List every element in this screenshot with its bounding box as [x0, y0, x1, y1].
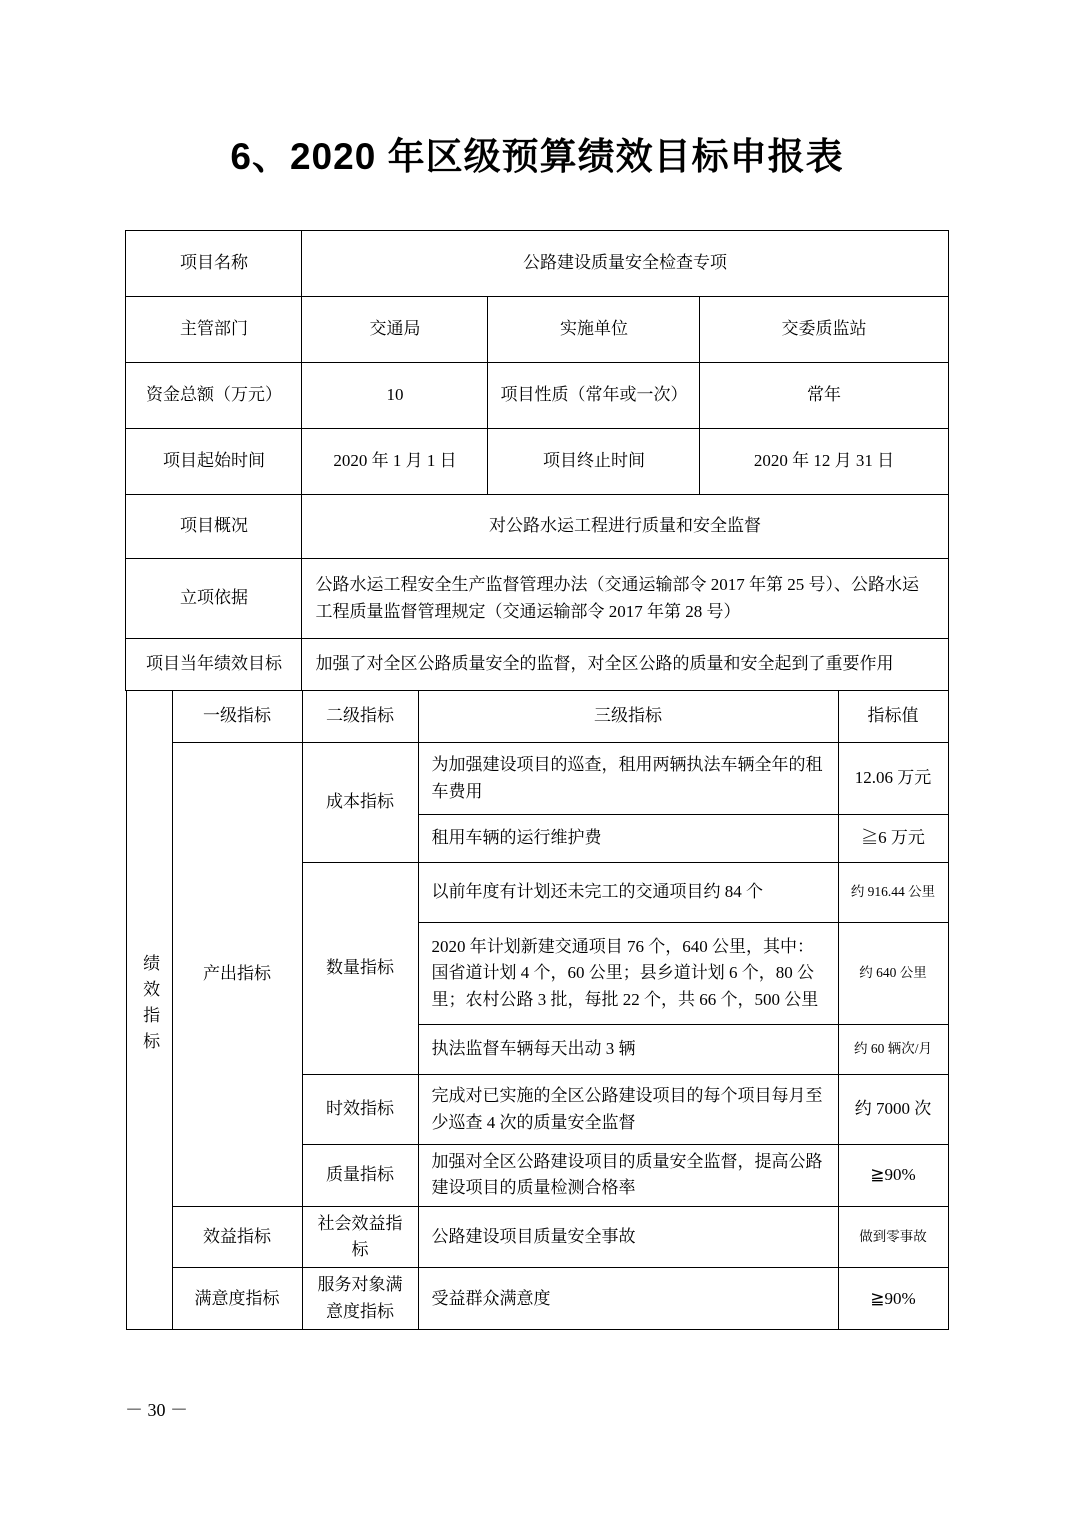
table-row — [126, 363, 948, 429]
end-date-value: 2020 年 12 月 31 日 — [700, 429, 948, 495]
dept-value: 交通局 — [302, 297, 488, 363]
basis-value: 公路水运工程安全生产监督管理办法（交通运输部令 2017 年第 25 号）、公路水运工程质量监督管理规定（交通运输部令 2017 年第 28 号） — [302, 559, 948, 639]
indicator-text: 执法监督车辆每天出动 3 辆 — [418, 1025, 838, 1075]
level2-quality-indicator: 质量指标 — [302, 1145, 418, 1207]
annual-goal-label: 项目当年绩效目标 — [126, 639, 302, 691]
table-row — [126, 1206, 948, 1268]
indicator-value: 约 60 辆次/月 — [838, 1025, 948, 1075]
project-name-label: 项目名称 — [126, 231, 302, 297]
table-row — [126, 691, 948, 743]
indicator-value: ≧90% — [838, 1145, 948, 1207]
indicator-text: 租用车辆的运行维护费 — [418, 815, 838, 863]
project-info-table — [125, 230, 948, 691]
project-name-value: 公路建设质量安全检查专项 — [302, 231, 948, 297]
overview-value: 对公路水运工程进行质量和安全监督 — [302, 495, 948, 559]
table-row — [126, 559, 948, 639]
indicator-value: 约 916.44 公里 — [838, 863, 948, 923]
indicator-value: 约 7000 次 — [838, 1075, 948, 1145]
page-number: － 30 － — [125, 1400, 188, 1420]
performance-indicators-side-cell — [126, 691, 172, 1330]
indicator-text: 为加强建设项目的巡查，租用两辆执法车辆全年的租车费用 — [418, 743, 838, 815]
level1-satisfaction-indicator: 满意度指标 — [172, 1268, 302, 1330]
fund-label: 资金总额（万元） — [126, 363, 302, 429]
header-level2: 二级指标 — [302, 691, 418, 743]
end-date-label: 项目终止时间 — [488, 429, 700, 495]
table-row — [126, 429, 948, 495]
level2-quantity-indicator: 数量指标 — [302, 863, 418, 1075]
dept-label: 主管部门 — [126, 297, 302, 363]
indicator-text: 完成对已实施的全区公路建设项目的每个项目每月至少巡查 4 次的质量安全监督 — [418, 1075, 838, 1145]
indicator-text: 受益群众满意度 — [418, 1268, 838, 1330]
table-row — [126, 639, 948, 691]
indicator-text: 加强对全区公路建设项目的质量安全监督，提高公路建设项目的质量检测合格率 — [418, 1145, 838, 1207]
header-level3: 三级指标 — [418, 691, 838, 743]
table-row — [126, 495, 948, 559]
annual-goal-value: 加强了对全区公路质量安全的监督，对全区公路的质量和安全起到了重要作用 — [302, 639, 948, 691]
nature-value: 常年 — [700, 363, 948, 429]
level1-output-indicator: 产出指标 — [172, 743, 302, 1207]
header-level1: 一级指标 — [172, 691, 302, 743]
basis-label: 立项依据 — [126, 559, 302, 639]
indicator-value: 约 640 公里 — [838, 923, 948, 1025]
header-value: 指标值 — [838, 691, 948, 743]
start-date-value: 2020 年 1 月 1 日 — [302, 429, 488, 495]
impl-unit-label: 实施单位 — [488, 297, 700, 363]
table-row — [126, 231, 948, 297]
fund-value: 10 — [302, 363, 488, 429]
performance-indicators-side-label: 绩效指标 — [140, 953, 160, 1058]
level2-timeliness-indicator: 时效指标 — [302, 1075, 418, 1145]
table-row — [126, 297, 948, 363]
indicator-value: ≧90% — [838, 1268, 948, 1330]
indicator-text: 公路建设项目质量安全事故 — [418, 1206, 838, 1268]
table-row — [126, 1268, 948, 1330]
start-date-label: 项目起始时间 — [126, 429, 302, 495]
table-row — [126, 743, 948, 815]
level2-cost-indicator: 成本指标 — [302, 743, 418, 863]
indicator-value: 12.06 万元 — [838, 743, 948, 815]
performance-indicators-table — [126, 690, 949, 1330]
overview-label: 项目概况 — [126, 495, 302, 559]
level2-service-satisfaction-indicator: 服务对象满意度指标 — [302, 1268, 418, 1330]
impl-unit-value: 交委质监站 — [700, 297, 948, 363]
indicator-text: 2020 年计划新建交通项目 76 个，640 公里，其中：国省道计划 4 个，60 公里；县乡道计划 6 个，80 公里；农村公路 3 批，每批 22 个，共 66 个，500 公里 — [418, 923, 838, 1025]
nature-label: 项目性质（常年或一次） — [488, 363, 700, 429]
level2-social-benefit-indicator: 社会效益指标 — [302, 1206, 418, 1268]
indicator-value: ≧6 万元 — [838, 815, 948, 863]
indicator-text: 以前年度有计划还未完工的交通项目约 84 个 — [418, 863, 838, 923]
level1-benefit-indicator: 效益指标 — [172, 1206, 302, 1268]
indicator-value: 做到零事故 — [838, 1206, 948, 1268]
page-title: 6、2020 年区级预算绩效目标申报表 — [230, 136, 844, 177]
